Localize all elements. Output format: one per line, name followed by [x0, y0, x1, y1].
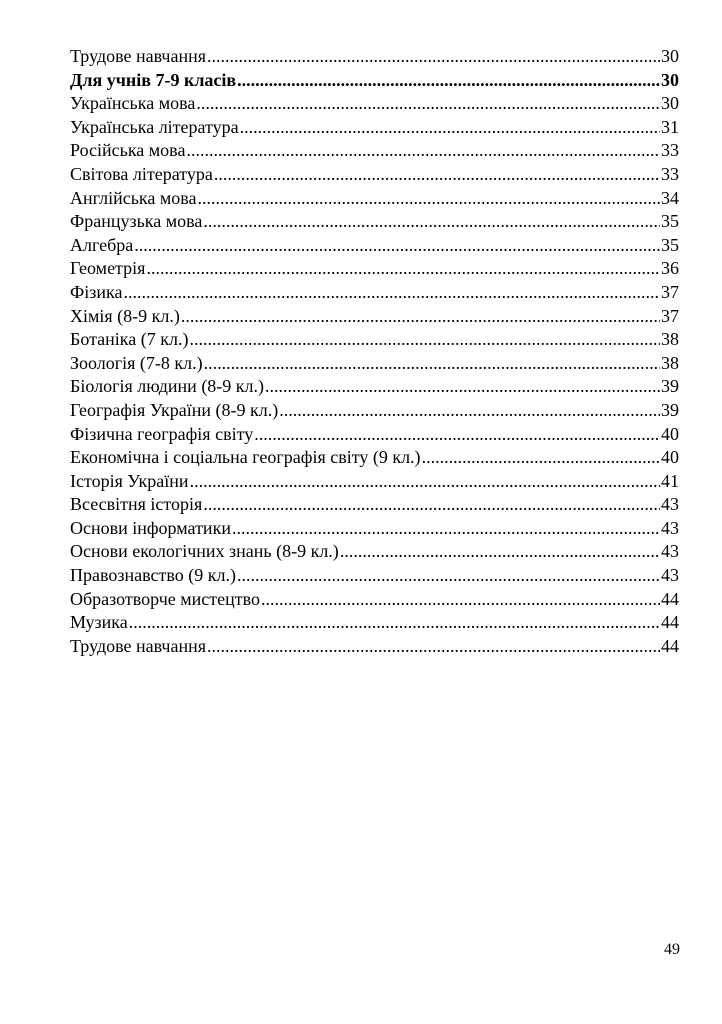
toc-entry-title: Алгебра: [70, 234, 134, 255]
toc-entry-page: 43: [661, 541, 679, 562]
toc-entry-page: 38: [661, 329, 679, 350]
dot-leader: [422, 446, 660, 470]
dot-leader: [240, 116, 660, 140]
toc-entry-title: Історія України: [70, 470, 189, 491]
toc-entry: [70, 470, 679, 494]
toc-entry-title: Основи екологічних знань (8-9 кл.): [70, 541, 339, 562]
toc-entry-page: 35: [661, 234, 679, 255]
table-of-contents: [70, 45, 679, 658]
toc-entry: [70, 210, 679, 234]
toc-entry-title: Біологія людини (8-9 кл.): [70, 376, 265, 397]
toc-entry-page: 39: [661, 399, 679, 420]
toc-entry-page: 37: [661, 305, 679, 326]
dot-leader: [123, 281, 660, 305]
toc-entry: [70, 45, 679, 69]
dot-leader: [237, 564, 660, 588]
dot-leader: [254, 423, 660, 447]
toc-entry: [70, 163, 679, 187]
dot-leader: [196, 92, 660, 116]
toc-entry-title: Географія України (8-9 кл.): [70, 399, 279, 420]
toc-entry-title: Геометрія: [70, 258, 146, 279]
toc-entry: [70, 611, 679, 635]
toc-entry-title: Фізика: [70, 281, 123, 302]
toc-entry: [70, 257, 679, 281]
toc-entry: [70, 139, 679, 163]
toc-entry: [70, 517, 679, 541]
dot-leader: [203, 493, 660, 517]
toc-entry-page: 33: [661, 140, 679, 161]
toc-entry: [70, 187, 679, 211]
toc-entry: [70, 375, 679, 399]
toc-entry-title: Економічна і соціальна географія світу (9 кл.): [70, 447, 421, 468]
toc-entry-title: Російська мова: [70, 140, 186, 161]
dot-leader: [146, 257, 660, 281]
toc-entry-page: 44: [661, 635, 679, 656]
dot-leader: [279, 399, 660, 423]
toc-entry-title: Хімія (8-9 кл.): [70, 305, 180, 326]
toc-entry: [70, 493, 679, 517]
toc-entry: [70, 352, 679, 376]
toc-entry-title: Українська мова: [70, 93, 196, 114]
toc-entry-title: Українська література: [70, 116, 239, 137]
toc-entry-title: Англійська мова: [70, 187, 197, 208]
toc-entry-page: 38: [661, 352, 679, 373]
toc-entry: [70, 69, 679, 93]
toc-entry-page: 30: [661, 46, 679, 66]
dot-leader: [198, 187, 660, 211]
toc-entry-page: 37: [661, 281, 679, 302]
toc-entry-title: Ботаніка (7 кл.): [70, 329, 189, 350]
toc-entry-title: Правознавство (9 кл.): [70, 565, 236, 586]
dot-leader: [340, 540, 660, 564]
dot-leader: [181, 305, 660, 329]
toc-entry: [70, 305, 679, 329]
dot-leader: [186, 139, 660, 163]
toc-entry-page: 41: [661, 470, 679, 491]
toc-entry-page: 33: [661, 163, 679, 184]
toc-entry-page: 35: [661, 211, 679, 232]
toc-entry: [70, 635, 679, 659]
toc-entry-page: 40: [661, 447, 679, 468]
toc-entry-page: 30: [661, 93, 679, 114]
dot-leader: [207, 45, 660, 69]
dot-leader: [204, 352, 660, 376]
toc-entry-title: Образотворче мистецтво: [70, 588, 260, 609]
toc-entry-page: 39: [661, 376, 679, 397]
toc-entry-title: Зоологія (7-8 кл.): [70, 352, 203, 373]
toc-entry-page: 40: [661, 423, 679, 444]
dot-leader: [265, 375, 660, 399]
toc-entry: [70, 234, 679, 258]
toc-entry-page: 34: [661, 187, 679, 208]
toc-entry: [70, 423, 679, 447]
dot-leader: [261, 588, 660, 612]
dot-leader: [190, 470, 660, 494]
toc-entry-title: Для учнів 7-9 класів: [70, 69, 237, 90]
toc-entry-page: 36: [661, 258, 679, 279]
toc-entry: [70, 564, 679, 588]
toc-entry-title: Трудове навчання: [70, 635, 207, 656]
toc-entry: [70, 540, 679, 564]
page-number: 49: [664, 941, 680, 958]
dot-leader: [203, 210, 660, 234]
toc-entry: [70, 328, 679, 352]
dot-leader: [232, 517, 660, 541]
toc-entry-title: Музика: [70, 612, 128, 633]
dot-leader: [129, 611, 660, 635]
dot-leader: [190, 328, 661, 352]
dot-leader: [237, 69, 660, 93]
toc-entry-page: 43: [661, 494, 679, 515]
toc-entry-page: 43: [661, 517, 679, 538]
toc-entry-title: Основи інформатики: [70, 517, 231, 538]
toc-entry: [70, 92, 679, 116]
toc-entry-page: 44: [661, 612, 679, 633]
dot-leader: [134, 234, 660, 258]
toc-entry-page: 44: [661, 588, 679, 609]
toc-entry: [70, 116, 679, 140]
toc-entry: [70, 399, 679, 423]
toc-entry-title: Французька мова: [70, 211, 203, 232]
toc-entry: [70, 588, 679, 612]
toc-entry-page: 30: [661, 69, 679, 90]
toc-entry-title: Світова література: [70, 163, 213, 184]
dot-leader: [214, 163, 660, 187]
toc-entry-page: 43: [661, 565, 679, 586]
toc-entry: [70, 281, 679, 305]
dot-leader: [207, 635, 660, 659]
toc-entry-title: Всесвітня історія: [70, 494, 203, 515]
toc-entry-title: Трудове навчання: [70, 46, 207, 66]
toc-entry-title: Фізична географія світу: [70, 423, 254, 444]
toc-entry: [70, 446, 679, 470]
toc-entry-page: 31: [661, 116, 679, 137]
